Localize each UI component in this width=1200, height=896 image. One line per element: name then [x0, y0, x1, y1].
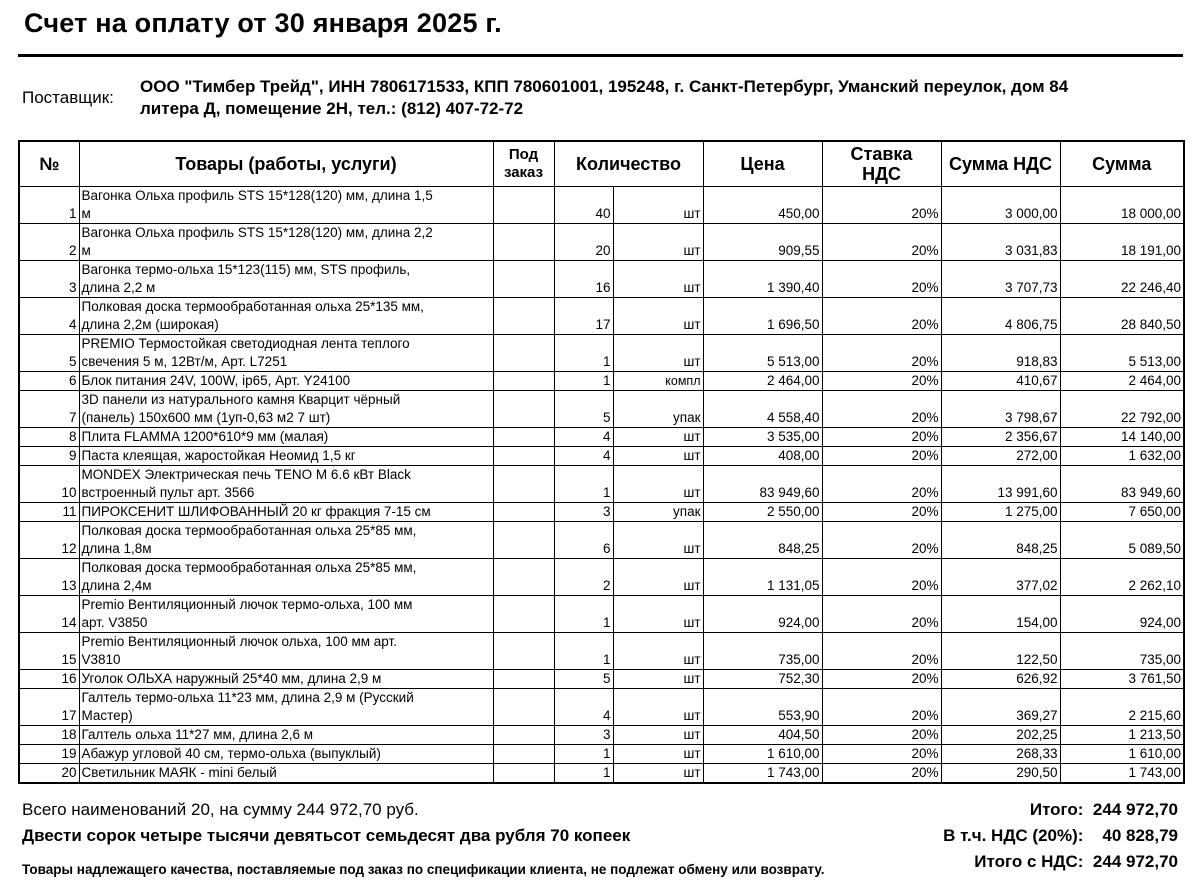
table-row [19, 726, 1184, 745]
total-vat-row [943, 852, 1178, 878]
item-unit: шт [613, 447, 703, 466]
order-cell [493, 224, 554, 261]
item-unit: шт [613, 764, 703, 784]
item-vat-sum: 3 798,67 [941, 391, 1060, 428]
order-cell [493, 559, 554, 596]
item-unit: шт [613, 559, 703, 596]
table-row [19, 261, 1184, 298]
item-name-line-2: длина 1,8м [81, 541, 152, 556]
order-cell [493, 428, 554, 447]
item-name-line-1: PREMIO Термостойкая светодиодная лента теплого [81, 336, 410, 351]
item-vat-sum: 1 275,00 [941, 503, 1060, 522]
item-unit: шт [613, 335, 703, 372]
item-price: 848,25 [703, 522, 822, 559]
item-name-line-2: встроенный пульт арт. 3566 [81, 485, 255, 500]
item-name-line-1: Полковая доска термообработанная ольха 25*135 мм, [81, 299, 424, 314]
item-vat-rate: 20% [822, 447, 941, 466]
item-qty: 1 [554, 745, 613, 764]
item-vat-sum: 3 707,73 [941, 261, 1060, 298]
table-row [19, 764, 1184, 784]
row-number: 5 [19, 335, 79, 372]
item-vat-rate: 20% [822, 726, 941, 745]
item-name-line-2: м [81, 206, 91, 221]
item-name-line-2: (панель) 150х600 мм (1уп-0,63 м2 7 шт) [81, 410, 331, 425]
order-cell [493, 633, 554, 670]
item-name [79, 633, 493, 670]
item-price: 1 743,00 [703, 764, 822, 784]
item-unit: упак [613, 391, 703, 428]
item-name [79, 335, 493, 372]
item-qty: 4 [554, 428, 613, 447]
item-sum: 22 246,40 [1060, 261, 1184, 298]
order-cell [493, 745, 554, 764]
row-number: 14 [19, 596, 79, 633]
header-sum: Сумма [1060, 141, 1184, 187]
item-unit: шт [613, 745, 703, 764]
table-row [19, 503, 1184, 522]
item-name [79, 596, 493, 633]
item-name-line-1: Паста клеящая, жаростойкая Неомид 1,5 кг [81, 448, 356, 463]
header-vat-rate: Ставка НДС [822, 141, 941, 187]
item-name [79, 745, 493, 764]
row-number: 6 [19, 372, 79, 391]
amount-in-words: Двести сорок четыре тысячи девятьсот семьдесят два рубля 70 копеек [22, 826, 631, 845]
item-price: 752,30 [703, 670, 822, 689]
item-vat-rate: 20% [822, 503, 941, 522]
item-name-line-1: Блок питания 24V, 100W, ip65, Арт. Y24100 [81, 373, 351, 388]
item-unit: шт [613, 187, 703, 224]
header-vat-sum: Сумма НДС [941, 141, 1060, 187]
item-sum: 2 215,60 [1060, 689, 1184, 726]
row-number: 2 [19, 224, 79, 261]
order-cell [493, 391, 554, 428]
item-vat-sum: 3 031,83 [941, 224, 1060, 261]
row-number: 1 [19, 187, 79, 224]
item-name-line-2: Мастер) [81, 708, 133, 723]
item-sum: 2 464,00 [1060, 372, 1184, 391]
item-price: 2 550,00 [703, 503, 822, 522]
item-vat-sum: 918,83 [941, 335, 1060, 372]
item-name [79, 559, 493, 596]
item-vat-rate: 20% [822, 391, 941, 428]
item-unit: шт [613, 596, 703, 633]
item-qty: 1 [554, 633, 613, 670]
item-name-line-1: ПИРОКСЕНИТ ШЛИФОВАННЫЙ 20 кг фракция 7-15 см [81, 504, 431, 519]
item-price: 553,90 [703, 689, 822, 726]
item-name-line-1: Premio Вентиляционный лючок ольха, 100 мм арт. [81, 634, 397, 649]
item-sum: 5 089,50 [1060, 522, 1184, 559]
item-name [79, 391, 493, 428]
row-number: 19 [19, 745, 79, 764]
order-cell [493, 335, 554, 372]
item-vat-sum: 3 000,00 [941, 187, 1060, 224]
item-qty: 1 [554, 466, 613, 503]
item-vat-rate: 20% [822, 559, 941, 596]
item-price: 3 535,00 [703, 428, 822, 447]
item-price: 450,00 [703, 187, 822, 224]
table-row [19, 372, 1184, 391]
item-vat-sum: 626,92 [941, 670, 1060, 689]
item-qty: 4 [554, 689, 613, 726]
total-value: 244 972,70 [1092, 800, 1178, 819]
item-vat-rate: 20% [822, 428, 941, 447]
item-qty: 1 [554, 372, 613, 391]
item-qty: 2 [554, 559, 613, 596]
header-num: № [19, 141, 79, 187]
item-price: 1 390,40 [703, 261, 822, 298]
total-row [943, 800, 1178, 826]
item-name-line-1: Полковая доска термообработанная ольха 25*85 мм, [81, 560, 417, 575]
header-qty: Количество [554, 141, 703, 187]
table-row [19, 187, 1184, 224]
order-cell [493, 764, 554, 784]
item-vat-sum: 13 991,60 [941, 466, 1060, 503]
row-number: 4 [19, 298, 79, 335]
item-unit: шт [613, 428, 703, 447]
item-qty: 20 [554, 224, 613, 261]
item-name-line-1: Абажур угловой 40 см, термо-ольха (выпуклый) [81, 746, 381, 761]
item-name [79, 764, 493, 784]
order-cell [493, 298, 554, 335]
header-order: Под заказ [493, 141, 554, 187]
supplier-label: Поставщик: [22, 88, 114, 107]
item-vat-rate: 20% [822, 596, 941, 633]
item-name-line-2: свечения 5 м, 12Вт/м, Арт. L7251 [81, 354, 288, 369]
item-sum: 18 191,00 [1060, 224, 1184, 261]
item-unit: шт [613, 522, 703, 559]
row-number: 9 [19, 447, 79, 466]
item-name-line-1: Галтель ольха 11*27 мм, длина 2,6 м [81, 727, 314, 742]
item-qty: 1 [554, 335, 613, 372]
order-cell [493, 596, 554, 633]
item-price: 404,50 [703, 726, 822, 745]
vat-row [943, 826, 1178, 852]
order-cell [493, 726, 554, 745]
item-vat-rate: 20% [822, 261, 941, 298]
item-name-line-1: Вагонка термо-ольха 15*123(115) мм, STS профиль, [81, 262, 411, 277]
item-vat-rate: 20% [822, 372, 941, 391]
item-qty: 3 [554, 503, 613, 522]
row-number: 12 [19, 522, 79, 559]
item-price: 1 610,00 [703, 745, 822, 764]
item-name-line-1: Уголок ОЛЬХА наружный 25*40 мм, длина 2,9 м [81, 671, 382, 686]
supplier-line-1: ООО "Тимбер Трейд", ИНН 7806171533, КПП 780601001, 195248, г. Санкт-Петербург, Уманский переулок, дом 84 [140, 77, 1069, 96]
item-vat-rate: 20% [822, 335, 941, 372]
item-sum: 7 650,00 [1060, 503, 1184, 522]
totals-block [943, 800, 1178, 878]
invoice-title: Счет на оплату от 30 января 2025 г. [24, 8, 502, 38]
order-cell [493, 466, 554, 503]
title-divider [18, 54, 1183, 57]
table-row [19, 670, 1184, 689]
item-name-line-1: MONDEX Электрическая печь TENO M 6.6 кВт Black [81, 467, 411, 482]
vat-value: 40 828,79 [1102, 826, 1178, 845]
item-price: 1 696,50 [703, 298, 822, 335]
total-vat-value: 244 972,70 [1092, 852, 1178, 871]
item-vat-rate: 20% [822, 764, 941, 784]
item-name-line-1: Светильник МАЯК - mini белый [81, 765, 277, 780]
item-price: 735,00 [703, 633, 822, 670]
table-row [19, 689, 1184, 726]
item-name [79, 466, 493, 503]
table-header-row [19, 141, 1184, 187]
table-row [19, 559, 1184, 596]
item-vat-sum: 290,50 [941, 764, 1060, 784]
item-name [79, 503, 493, 522]
item-sum: 83 949,60 [1060, 466, 1184, 503]
order-cell [493, 447, 554, 466]
item-unit: шт [613, 689, 703, 726]
table-row [19, 298, 1184, 335]
row-number: 3 [19, 261, 79, 298]
order-cell [493, 503, 554, 522]
table-row [19, 466, 1184, 503]
item-qty: 1 [554, 764, 613, 784]
item-vat-sum: 122,50 [941, 633, 1060, 670]
item-sum: 5 513,00 [1060, 335, 1184, 372]
item-unit: шт [613, 298, 703, 335]
item-name [79, 428, 493, 447]
item-name-line-2: длина 2,2м (широкая) [81, 317, 219, 332]
order-cell [493, 372, 554, 391]
order-cell [493, 689, 554, 726]
item-qty: 16 [554, 261, 613, 298]
item-name-line-1: Галтель термо-ольха 11*23 мм, длина 2,9 м (Русский [81, 690, 414, 705]
item-price: 924,00 [703, 596, 822, 633]
table-row [19, 224, 1184, 261]
table-row [19, 633, 1184, 670]
item-name [79, 372, 493, 391]
item-unit: шт [613, 261, 703, 298]
item-name [79, 298, 493, 335]
item-sum: 3 761,50 [1060, 670, 1184, 689]
order-cell [493, 670, 554, 689]
item-unit: шт [613, 224, 703, 261]
item-qty: 5 [554, 670, 613, 689]
item-vat-rate: 20% [822, 670, 941, 689]
item-sum: 1 610,00 [1060, 745, 1184, 764]
item-qty: 17 [554, 298, 613, 335]
item-qty: 6 [554, 522, 613, 559]
item-vat-rate: 20% [822, 298, 941, 335]
item-price: 83 949,60 [703, 466, 822, 503]
item-qty: 5 [554, 391, 613, 428]
item-name [79, 187, 493, 224]
item-unit: шт [613, 466, 703, 503]
table-row [19, 391, 1184, 428]
item-sum: 2 262,10 [1060, 559, 1184, 596]
item-qty: 40 [554, 187, 613, 224]
item-price: 1 131,05 [703, 559, 822, 596]
item-sum: 28 840,50 [1060, 298, 1184, 335]
row-number: 15 [19, 633, 79, 670]
table-row [19, 522, 1184, 559]
item-name [79, 689, 493, 726]
item-name-line-2: длина 2,4м [81, 578, 152, 593]
row-number: 17 [19, 689, 79, 726]
supplier-details [140, 76, 1185, 120]
item-name-line-1: 3D панели из натурального камня Кварцит чёрный [81, 392, 401, 407]
row-number: 8 [19, 428, 79, 447]
item-vat-rate: 20% [822, 187, 941, 224]
item-name [79, 726, 493, 745]
item-vat-sum: 848,25 [941, 522, 1060, 559]
item-name-line-1: Полковая доска термообработанная ольха 25*85 мм, [81, 523, 417, 538]
item-name [79, 261, 493, 298]
item-sum: 735,00 [1060, 633, 1184, 670]
item-sum: 1 213,50 [1060, 726, 1184, 745]
item-sum: 924,00 [1060, 596, 1184, 633]
footnote: Товары надлежащего качества, поставляемые под заказ по спецификации клиента, не подлежат обмену или возврату. [22, 862, 825, 877]
table-row [19, 447, 1184, 466]
supplier-line-2: литера Д, помещение 2Н, тел.: (812) 407-72-72 [140, 99, 524, 118]
item-name-line-2: м [81, 243, 91, 258]
item-vat-rate: 20% [822, 633, 941, 670]
item-vat-rate: 20% [822, 745, 941, 764]
row-number: 16 [19, 670, 79, 689]
item-name-line-1: Плита FLAMMA 1200*610*9 мм (малая) [81, 429, 329, 444]
item-price: 5 513,00 [703, 335, 822, 372]
item-sum: 14 140,00 [1060, 428, 1184, 447]
row-number: 7 [19, 391, 79, 428]
item-name [79, 670, 493, 689]
item-qty: 3 [554, 726, 613, 745]
item-price: 2 464,00 [703, 372, 822, 391]
item-unit: шт [613, 633, 703, 670]
row-number: 18 [19, 726, 79, 745]
header-name: Товары (работы, услуги) [79, 141, 493, 187]
item-price: 408,00 [703, 447, 822, 466]
order-cell [493, 187, 554, 224]
row-number: 10 [19, 466, 79, 503]
items-table [18, 140, 1185, 784]
item-vat-sum: 410,67 [941, 372, 1060, 391]
order-cell [493, 522, 554, 559]
item-name-line-1: Вагонка Ольха профиль STS 15*128(120) мм, длина 1,5 [81, 188, 433, 203]
item-vat-sum: 377,02 [941, 559, 1060, 596]
item-vat-rate: 20% [822, 466, 941, 503]
item-name-line-1: Вагонка Ольха профиль STS 15*128(120) мм, длина 2,2 [81, 225, 433, 240]
item-name-line-1: Premio Вентиляционный лючок термо-ольха, 100 мм [81, 597, 413, 612]
items-count-summary: Всего наименований 20, на сумму 244 972,70 руб. [22, 800, 419, 819]
item-price: 4 558,40 [703, 391, 822, 428]
vat-label: В т.ч. НДС (20%): [943, 826, 1084, 845]
item-vat-sum: 202,25 [941, 726, 1060, 745]
row-number: 20 [19, 764, 79, 784]
item-vat-sum: 2 356,67 [941, 428, 1060, 447]
order-cell [493, 261, 554, 298]
item-unit: шт [613, 670, 703, 689]
item-qty: 4 [554, 447, 613, 466]
total-label: Итого: [1029, 800, 1084, 819]
item-unit: шт [613, 726, 703, 745]
table-row [19, 745, 1184, 764]
item-vat-rate: 20% [822, 689, 941, 726]
item-sum: 1 743,00 [1060, 764, 1184, 784]
item-vat-sum: 369,27 [941, 689, 1060, 726]
table-row [19, 596, 1184, 633]
item-name-line-2: V3810 [81, 652, 121, 667]
item-vat-rate: 20% [822, 522, 941, 559]
item-unit: компл [613, 372, 703, 391]
item-qty: 1 [554, 596, 613, 633]
item-name [79, 522, 493, 559]
table-row [19, 428, 1184, 447]
item-unit: упак [613, 503, 703, 522]
item-vat-rate: 20% [822, 224, 941, 261]
header-price: Цена [703, 141, 822, 187]
item-sum: 18 000,00 [1060, 187, 1184, 224]
item-vat-sum: 268,33 [941, 745, 1060, 764]
item-name-line-2: длина 2,2 м [81, 280, 156, 295]
item-vat-sum: 154,00 [941, 596, 1060, 633]
row-number: 11 [19, 503, 79, 522]
table-row [19, 335, 1184, 372]
item-name-line-2: арт. V3850 [81, 615, 148, 630]
item-vat-sum: 272,00 [941, 447, 1060, 466]
item-price: 909,55 [703, 224, 822, 261]
item-sum: 1 632,00 [1060, 447, 1184, 466]
item-sum: 22 792,00 [1060, 391, 1184, 428]
item-vat-sum: 4 806,75 [941, 298, 1060, 335]
item-name [79, 224, 493, 261]
row-number: 13 [19, 559, 79, 596]
item-name [79, 447, 493, 466]
total-vat-label: Итого с НДС: [974, 852, 1084, 871]
